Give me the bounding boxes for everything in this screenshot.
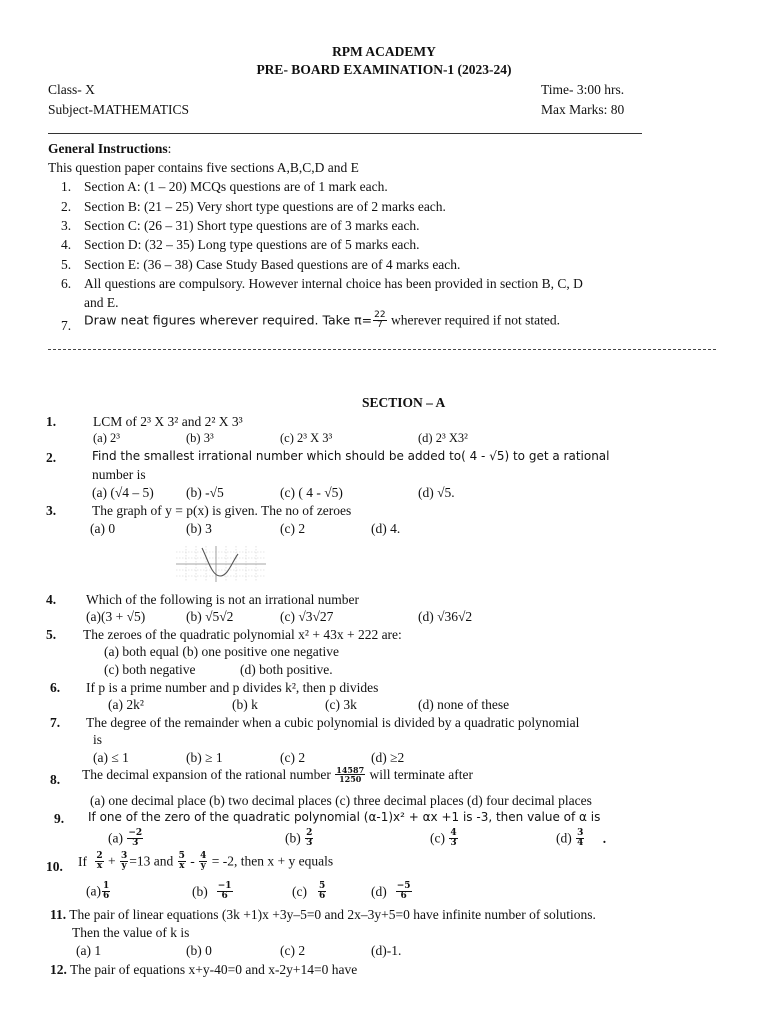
question-stem: If $\frac{2}{x}$ + $\frac{3}{y}$ =13 and $\frac{5}{x}$ - $\frac{4}{y}$ = -2, then x + y equals <box>78 851 334 871</box>
question-number: 3. <box>46 503 57 518</box>
option-d: (d)-1. <box>371 943 402 958</box>
question-options: (a) one decimal place (b) two decimal places (c) three decimal places (d) four decimal places <box>90 793 592 808</box>
option-b: (b) $\frac{2}{3}$ <box>285 828 313 848</box>
question-number: 8. <box>50 772 61 787</box>
instruction-item-text: Section E: (36 – 38) Case Study Based questions are of 4 marks each. <box>84 257 461 272</box>
question-stem-cont: number is <box>92 467 146 482</box>
option-a: (a) $\frac{1}{6}$ <box>86 881 110 901</box>
stem-fraction: $\frac{2}{x}$ <box>96 851 103 871</box>
option-a: (a) 1 <box>76 943 102 958</box>
option-d: (d) 4. <box>371 521 401 536</box>
option-fraction: $\frac{5}{6}$ <box>318 881 326 901</box>
option-c: (c) $\frac{4}{3}$ <box>430 828 457 848</box>
school-name: RPM ACADEMY <box>332 44 436 59</box>
option-fraction: $\frac{-1}{6}$ <box>217 881 232 901</box>
instruction-item-pi: Draw neat figures wherever required. Take π= $\frac{22}{7}$ wherever required if not stated. <box>84 310 561 330</box>
option-a: (a) 0 <box>90 521 116 536</box>
question-number: 6. <box>50 680 61 695</box>
exam-title: PRE- BOARD EXAMINATION-1 (2023-24) <box>256 62 512 77</box>
option-d: (d) √36√2 <box>418 609 473 624</box>
option-b: (b) 3³ <box>186 431 214 445</box>
question-stem: The degree of the remainder when a cubic polynomial is divided by a quadratic polynomial <box>86 715 580 730</box>
header-divider <box>48 133 642 134</box>
question-number: 4. <box>46 592 57 607</box>
option-fraction: $\frac{3}{4}$ <box>577 828 584 848</box>
question-stem: If one of the zero of the quadratic polynomial (α-1)x² + αx +1 is -3, then value of α is <box>88 810 601 824</box>
option-d: (d) 2³ X3² <box>418 431 468 445</box>
option-d: (d) both positive. <box>240 662 333 677</box>
stem-fraction: $\frac{4}{y}$ <box>200 851 207 871</box>
question-stem: The graph of y = p(x) is given. The no of zeroes <box>92 503 352 518</box>
option-c: (c) $\frac{5}{6}$ <box>292 881 326 901</box>
question-number: 10. <box>46 859 63 874</box>
question-number: 2. <box>46 450 57 465</box>
question-12 <box>50 962 357 978</box>
pi-fraction: $\frac{22}{7}$ <box>374 310 386 330</box>
subject-label: Subject-MATHEMATICS <box>48 102 189 117</box>
question-stem: LCM of 2³ X 3² and 2² X 3³ <box>93 414 243 429</box>
question-number: 12. <box>50 962 67 977</box>
question-11 <box>50 907 596 923</box>
question-stem: The decimal expansion of the rational number $\frac{14587}{1250}$ will terminate after <box>82 765 473 785</box>
option-d: (d) ≥2 <box>371 750 405 765</box>
option-b: (b) -√5 <box>186 485 224 500</box>
option-b: (b) 0 <box>186 943 212 958</box>
instruction-item-num: 4. <box>61 237 72 252</box>
question-number: 1. <box>46 414 57 429</box>
question-number: 9. <box>54 811 65 826</box>
section-a-title: SECTION – A <box>362 395 446 410</box>
option-a: (a) 2k² <box>108 697 144 712</box>
option-fraction: $\frac{1}{6}$ <box>102 881 110 901</box>
option-d: (d) √5. <box>418 485 455 500</box>
option-c: (c) √3√27 <box>280 609 334 624</box>
instruction-item-text: Section A: (1 – 20) MCQs questions are of 1 mark each. <box>84 179 388 194</box>
question-stem: If p is a prime number and p divides k², then p divides <box>86 680 379 695</box>
option-d: (d) none of these <box>418 697 510 712</box>
option-c: (c) 2³ X 3³ <box>280 431 333 445</box>
option-fraction: $\frac{4}{3}$ <box>450 828 457 848</box>
stem-fraction: $\frac{3}{y}$ <box>121 851 128 871</box>
instructions-heading: General Instructions: <box>48 141 172 156</box>
option-c: (c) 2 <box>280 750 306 765</box>
instruction-item-text: Section D: (32 – 35) Long type questions are of 5 marks each. <box>84 237 420 252</box>
option-fraction: $\frac{-2}{3}$ <box>128 828 143 848</box>
question-number: 7. <box>50 715 61 730</box>
option-b: (b) √5√2 <box>186 609 234 624</box>
instruction-item-text: Section B: (21 – 25) Very short type questions are of 2 marks each. <box>84 199 446 214</box>
option-c: (c) 2 <box>280 943 306 958</box>
option-a: (a)(3 + √5) <box>86 609 146 624</box>
dashed-divider <box>48 349 716 350</box>
option-fraction: $\frac{2}{3}$ <box>306 828 313 848</box>
question-stem: Find the smallest irrational number which should be added to( 4 - √5) to get a rational <box>92 449 610 463</box>
instruction-item-num: 5. <box>61 257 72 272</box>
option-c: (c) 2 <box>280 521 306 536</box>
question-number: 11. <box>50 907 67 922</box>
question-stem: The pair of equations x+y-40=0 and x-2y+14=0 have <box>70 962 358 977</box>
instruction-item-num: 3. <box>61 218 72 233</box>
option-c: (c) both negative <box>104 662 196 677</box>
option-c: (c) ( 4 - √5) <box>280 485 343 500</box>
option-a: (a) 2³ <box>93 431 120 445</box>
instruction-item-num: 2. <box>61 199 72 214</box>
question-stem-cont: Then the value of k is <box>72 925 190 940</box>
option-b: (b) 3 <box>186 521 212 536</box>
time-label: Time- 3:00 hrs. <box>541 82 625 97</box>
instruction-item-text-cont: and E. <box>84 295 119 310</box>
instruction-item-text: Section C: (26 – 31) Short type questions are of 3 marks each. <box>84 218 420 233</box>
instruction-item-num: 7. <box>61 318 72 333</box>
question-stem: The pair of linear equations (3k +1)x +3y–5=0 and 2x–3y+5=0 have infinite number of solutions. <box>69 907 596 922</box>
stem-fraction: $\frac{5}{x}$ <box>178 851 185 871</box>
question-number: 5. <box>46 627 57 642</box>
question-stem: Which of the following is not an irrational number <box>86 592 359 607</box>
option-b: (b) k <box>232 697 258 712</box>
class-label: Class- X <box>48 82 95 97</box>
option-d: (d) $\frac{3}{4}$ . <box>556 828 607 848</box>
instruction-item-num: 6. <box>61 276 72 291</box>
option-d: (d) $\frac{-5}{6}$ <box>371 881 411 901</box>
max-marks-label: Max Marks: 80 <box>541 102 625 117</box>
instruction-item-text: All questions are compulsory. However internal choice has been provided in section B, C, D <box>84 276 583 291</box>
q8-fraction: $\frac{14587}{1250}$ <box>336 765 365 785</box>
option-fraction: $\frac{-5}{6}$ <box>396 881 411 901</box>
option-a: (a) $\frac{-2}{3}$ <box>108 828 143 848</box>
option-b: (b) $\frac{-1}{6}$ <box>192 881 232 901</box>
option-a: (a) ≤ 1 <box>93 750 129 765</box>
instruction-item-num: 1. <box>61 179 72 194</box>
option-a: (a) both equal (b) one positive one negative <box>104 644 340 659</box>
option-b: (b) ≥ 1 <box>186 750 223 765</box>
instructions-intro: This question paper contains five sections A,B,C,D and E <box>48 160 359 175</box>
polynomial-graph <box>176 546 266 582</box>
option-c: (c) 3k <box>325 697 357 712</box>
question-stem: The zeroes of the quadratic polynomial x² + 43x + 222 are: <box>83 627 402 642</box>
question-stem-cont: is <box>93 732 103 747</box>
option-a: (a) (√4 – 5) <box>92 485 154 500</box>
